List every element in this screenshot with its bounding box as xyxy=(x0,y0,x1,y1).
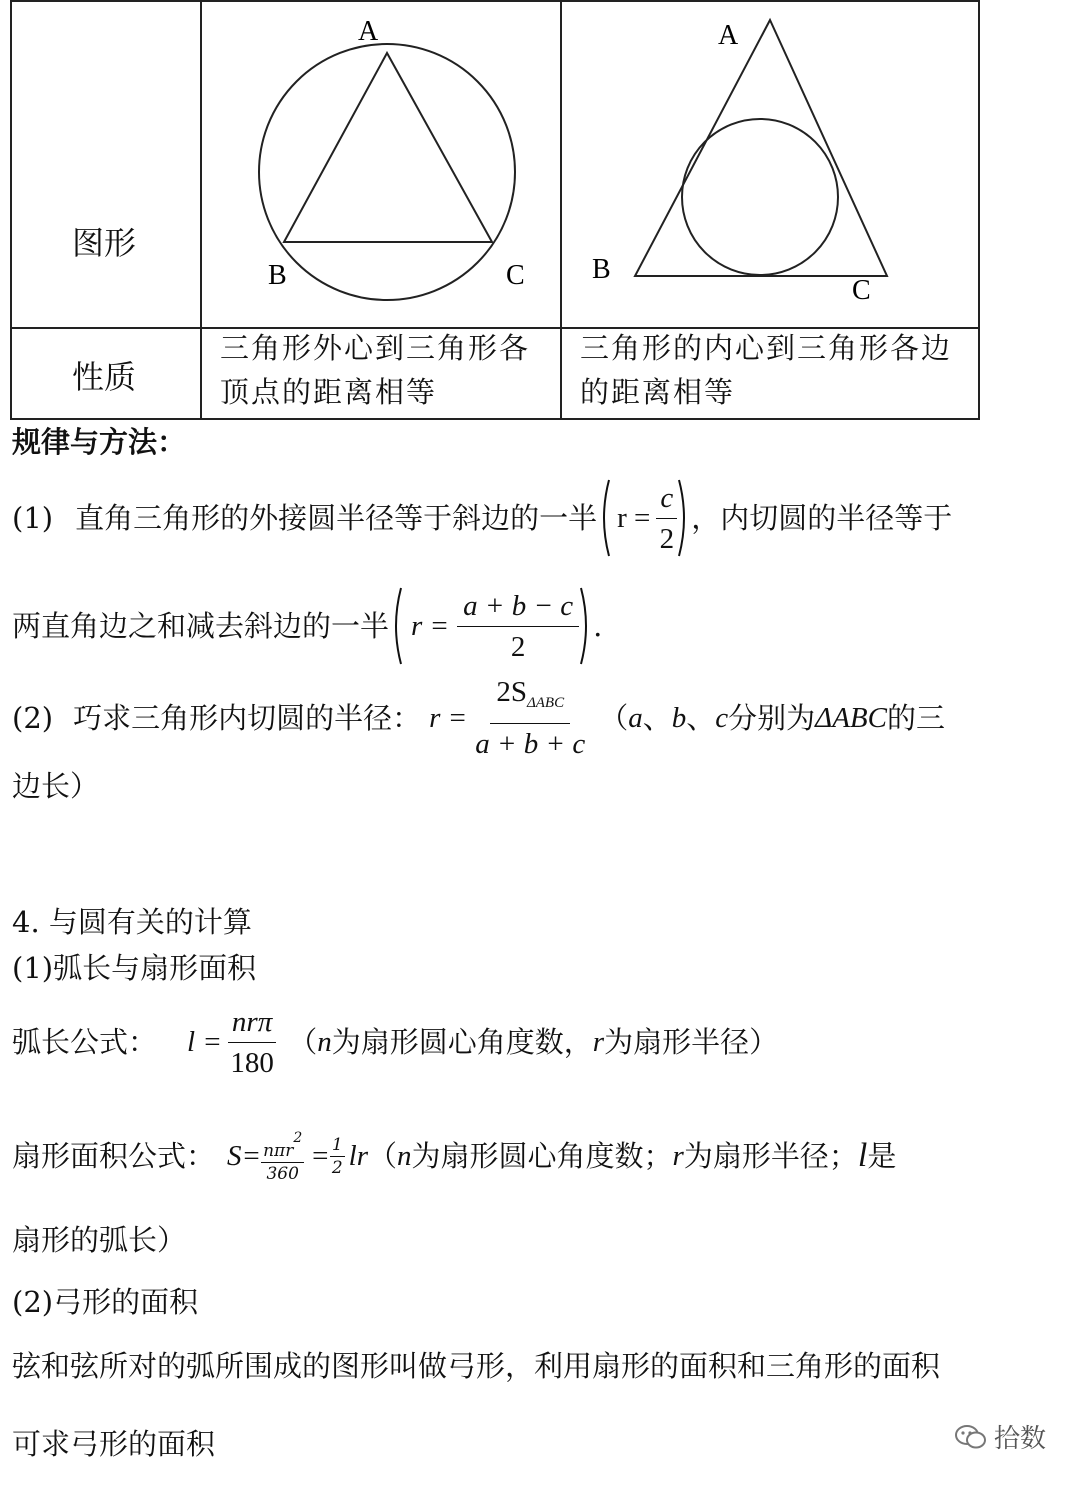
fraction-numerator: nrπ xyxy=(228,1002,276,1043)
rule-text: . xyxy=(593,609,603,643)
property-circumcenter xyxy=(220,326,530,414)
rule-1-line-2 xyxy=(12,584,602,668)
fraction-denominator: 360 xyxy=(266,1164,299,1184)
section-4-heading: 4. 与圆有关的计算 xyxy=(12,905,252,939)
fraction-denominator: 2 xyxy=(510,630,526,663)
vertex-label-c: C xyxy=(506,260,525,291)
paren-right xyxy=(677,478,691,558)
inscribed-triangle xyxy=(284,53,492,242)
rule-2-line-1 xyxy=(12,676,945,760)
rule-1-line-1 xyxy=(12,476,952,560)
property-line: 三角形外心到三角形各 xyxy=(220,331,531,365)
formula-note: 为扇形圆心角度数， xyxy=(331,1025,593,1059)
var-n: n xyxy=(317,1026,332,1058)
separator: 、 xyxy=(642,701,672,735)
formula-label: 扇形面积公式： xyxy=(12,1139,216,1173)
fraction-numerator xyxy=(261,1127,304,1163)
formula-note: 是 xyxy=(867,1139,897,1173)
incircle-figure xyxy=(562,2,978,327)
half-fraction xyxy=(330,1134,345,1179)
formula-lhs: r = xyxy=(617,502,651,534)
vertex-label-a: A xyxy=(358,16,379,47)
arc-length-formula xyxy=(12,1000,778,1084)
property-incenter xyxy=(580,326,952,414)
rule-text: 的三 xyxy=(886,701,945,735)
rule-text: 直角三角形的外接圆半径等于斜边的一半 xyxy=(75,501,598,535)
rule-text: 两直角边之和减去斜边的一半 xyxy=(12,609,390,643)
var-l: l xyxy=(857,1137,868,1174)
fraction-denominator: 180 xyxy=(230,1046,274,1079)
rule-number: (1) xyxy=(12,501,54,535)
var-r: r xyxy=(672,1140,684,1172)
vertex-label-b: B xyxy=(268,260,287,291)
formula-note: 为扇形半径） xyxy=(604,1025,779,1059)
paren-open: （ xyxy=(599,701,629,735)
numerator-superscript: 2 xyxy=(293,1130,303,1146)
fraction-numerator xyxy=(490,672,570,724)
formula-note: 为扇形圆心角度数； xyxy=(411,1139,673,1173)
fraction-numerator: a + b − c xyxy=(457,586,579,627)
var-c: c xyxy=(715,702,729,734)
circumscribed-triangle xyxy=(635,20,887,276)
vertex-label-c: C xyxy=(852,275,871,306)
rules-heading: 规律与方法： xyxy=(12,425,187,459)
formula-label: 弧长公式： xyxy=(12,1025,158,1059)
formula-note: 为扇形半径； xyxy=(683,1139,858,1173)
segment-description-line-1: 弦和弦所对的弧所围成的图形叫做弓形，利用扇形的面积和三角形的面积 xyxy=(12,1349,941,1383)
properties-table xyxy=(10,0,980,420)
formula-fraction xyxy=(475,672,585,764)
paren-left xyxy=(597,478,611,558)
incircle xyxy=(682,119,838,275)
chat-bubble-icon xyxy=(954,1422,988,1452)
fraction-numerator: 1 xyxy=(331,1134,343,1155)
table-border-left xyxy=(10,0,12,420)
formula-lhs: r = xyxy=(429,702,468,734)
var-b: b xyxy=(671,702,687,734)
numerator-main: nπr xyxy=(263,1141,294,1161)
circumcircle xyxy=(259,44,515,300)
paren-open: （ xyxy=(368,1139,398,1173)
rule-2-line-2: 边长） xyxy=(12,769,100,803)
sector-note-line-2: 扇形的弧长） xyxy=(12,1223,187,1257)
separator: 、 xyxy=(686,701,716,735)
rule-number: (2) xyxy=(12,701,54,735)
formula-lhs: l = xyxy=(187,1026,222,1058)
row-label-property: 性质 xyxy=(72,358,137,396)
paren-right xyxy=(579,586,593,666)
fraction-denominator: a + b + c xyxy=(475,728,586,760)
paren-left xyxy=(389,586,403,666)
formula-lhs: r = xyxy=(411,610,450,642)
equals: = xyxy=(310,1140,330,1172)
vertex-label-a: A xyxy=(718,20,739,51)
property-line: 的距离相等 xyxy=(580,375,736,409)
rule-text: 分别为 xyxy=(728,701,816,735)
row-label-figure: 图形 xyxy=(72,224,137,262)
watermark-text: 拾数 xyxy=(993,1424,1046,1454)
vertex-label-b: B xyxy=(592,254,611,285)
numerator-subscript: ΔABC xyxy=(526,695,565,711)
property-line: 顶点的距离相等 xyxy=(220,375,438,409)
table-border-right xyxy=(978,0,980,420)
table-border-bottom xyxy=(10,418,980,420)
formula-fraction xyxy=(261,1127,304,1185)
var-a: a xyxy=(628,702,643,734)
property-line: 三角形的内心到三角形各边 xyxy=(580,331,953,365)
numerator-main: 2S xyxy=(496,676,527,708)
var-r: r xyxy=(592,1026,605,1058)
segment-description-line-2: 可求弓形的面积 xyxy=(12,1427,216,1461)
formula-fraction xyxy=(656,478,677,559)
fraction-denominator: 2 xyxy=(659,522,675,555)
var-n: n xyxy=(397,1140,412,1172)
section-4-sub-1: (1)弧长与扇形面积 xyxy=(12,951,257,985)
rule-text: ，内切圆的半径等于 xyxy=(691,501,953,535)
fraction-denominator: 2 xyxy=(331,1157,343,1178)
formula-lhs: S= xyxy=(227,1140,262,1172)
formula-fraction xyxy=(228,1002,276,1083)
formula-fraction xyxy=(457,586,579,667)
rule-text: 巧求三角形内切圆的半径： xyxy=(73,701,422,735)
sector-area-formula xyxy=(12,1116,896,1196)
triangle-symbol: ΔABC xyxy=(815,702,887,734)
formula-lr: lr xyxy=(348,1140,369,1172)
paren-open: （ xyxy=(288,1025,318,1059)
circumcircle-figure xyxy=(202,2,560,327)
watermark xyxy=(954,1418,1046,1455)
section-4-sub-2: (2)弓形的面积 xyxy=(12,1285,199,1319)
fraction-numerator: c xyxy=(656,478,677,519)
